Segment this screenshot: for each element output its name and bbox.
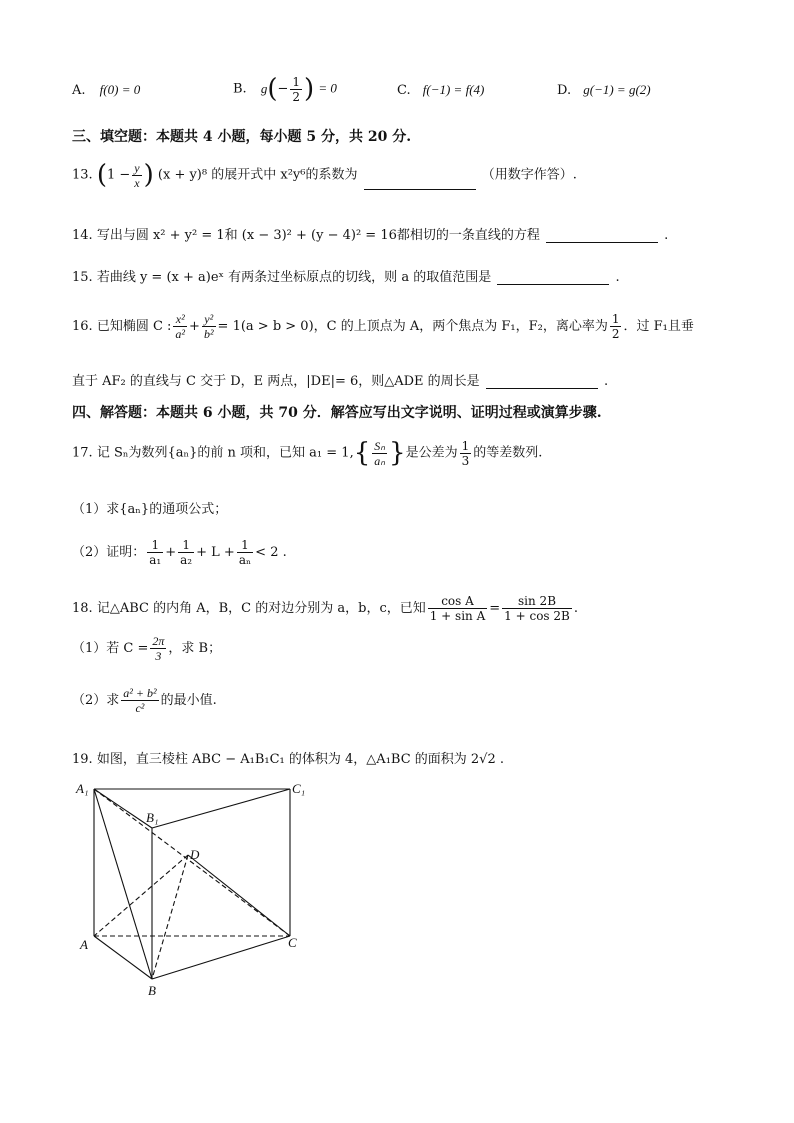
option-b-label: B. [233,81,247,97]
option-d-expr: g(−1) = g(2) [583,82,651,97]
label-D: D [190,847,200,862]
label-A1: A₁ [76,781,89,796]
option-c [397,82,484,98]
question-18-part-2: （2）求 $\frac{\text{a² + b²}}{\text{c²}}$ 的最小值. [72,686,217,715]
q13-answer-blank[interactable] [364,189,476,190]
question-15: 15. 若曲线 y = (x + a)eˣ 有两条过坐标原点的切线，则 a 的取值范围是 . [72,270,620,285]
label-B: B [148,983,156,998]
q14-answer-blank[interactable] [546,242,658,243]
option-d-label: D. [557,83,572,98]
q16-answer-blank[interactable] [486,388,598,389]
prism-figure [70,775,320,1005]
label-C1: C₁ [292,781,306,796]
option-d [557,82,651,98]
label-C: C [288,935,297,950]
question-13: 13. (1 − $\frac{y}{x}$ ) (x + y)⁸ 的展开式中 x²y⁶的系数为 （用数字作答）. [72,160,577,190]
option-b-expr: = 0 [318,80,337,96]
section-4-title: 四、解答题：本题共 6 小题，共 70 分．解答应写出文字说明、证明过程或演算步骤. [72,405,602,421]
question-16: 16. 已知椭圆 C : $\frac{\text{x²}}{\text{a²}}$ + $\frac{\text{y²}}{\text{b²}}$ = 1(a > b > 0)，C 的上顶点为 A，两个焦点为 F₁，F₂，离心率为 $\frac{1}{2}$ ．过 F₁且垂 [72,312,694,341]
q13-text: (x + y)⁸ 的展开式中 x²y⁶的系数为 [157,167,358,183]
option-a [72,82,140,98]
q14-text: 写出与圆 x² + y² = 1和 (x − 3)² + (y − 4)² = 16都相切的一条直线的方程 [96,228,540,243]
q15-text: 若曲线 y = (x + a)eˣ 有两条过坐标原点的切线，则 a 的取值范围是 [96,270,492,285]
question-17-part-2: （2）证明： $\frac{1}{\text{a₁}}$ + $\frac{1}{\text{a₂}}$ + L + $\frac{1}{\text{aₙ}}$ < 2 . [72,538,287,567]
question-16-line-2: 直于 AF₂ 的直线与 C 交于 D，E 两点，|DE|= 6，则△ADE 的周长是 . [72,374,609,389]
section-3-title: 三、填空题：本题共 4 小题，每小题 5 分，共 20 分. [72,129,412,145]
label-B1: B₁ [146,810,159,825]
option-c-expr: f(−1) = f(4) [422,82,485,97]
question-18: 18. 记△ABC 的内角 A，B，C 的对边分别为 a，b，c，已知 $\frac{\text{cos A}}{\text{1 + sin A}}$ = $\frac{\sin 2B}{1 + \cos 2B}$ . [72,594,579,623]
question-17: 17. 记 Sₙ为数列{aₙ}的前 n 项和，已知 a₁ = 1,{ $\frac{\text{Sₙ}}{\text{aₙ}}$ }是公差为 $\frac{1}{3}$ 的等差数列. [72,438,543,468]
option-a-expr: f(0) = 0 [99,82,141,97]
question-18-part-1: （1）若 C = $\frac{2\pi}{3}$ ，求 B； [72,634,222,663]
q15-answer-blank[interactable] [497,284,609,285]
q19-text: 如图，直三棱柱 ABC − A₁B₁C₁ 的体积为 4，△A₁BC 的面积为 2√2 . [96,752,504,767]
question-14: 14. 写出与圆 x² + y² = 1和 (x − 3)² + (y − 4)² = 16都相切的一条直线的方程 . [72,228,669,243]
question-19: 19. 如图，直三棱柱 ABC − A₁B₁C₁ 的体积为 4，△A₁BC 的面积为 2√2 . [72,752,504,767]
option-b: B. g(− $\frac{1}{2}$ ) = 0 [233,74,337,104]
label-A: A [80,937,88,952]
option-a-label: A. [72,83,86,98]
option-c-label: C. [397,83,411,98]
question-17-part-1: （1）求{aₙ}的通项公式； [72,502,228,517]
